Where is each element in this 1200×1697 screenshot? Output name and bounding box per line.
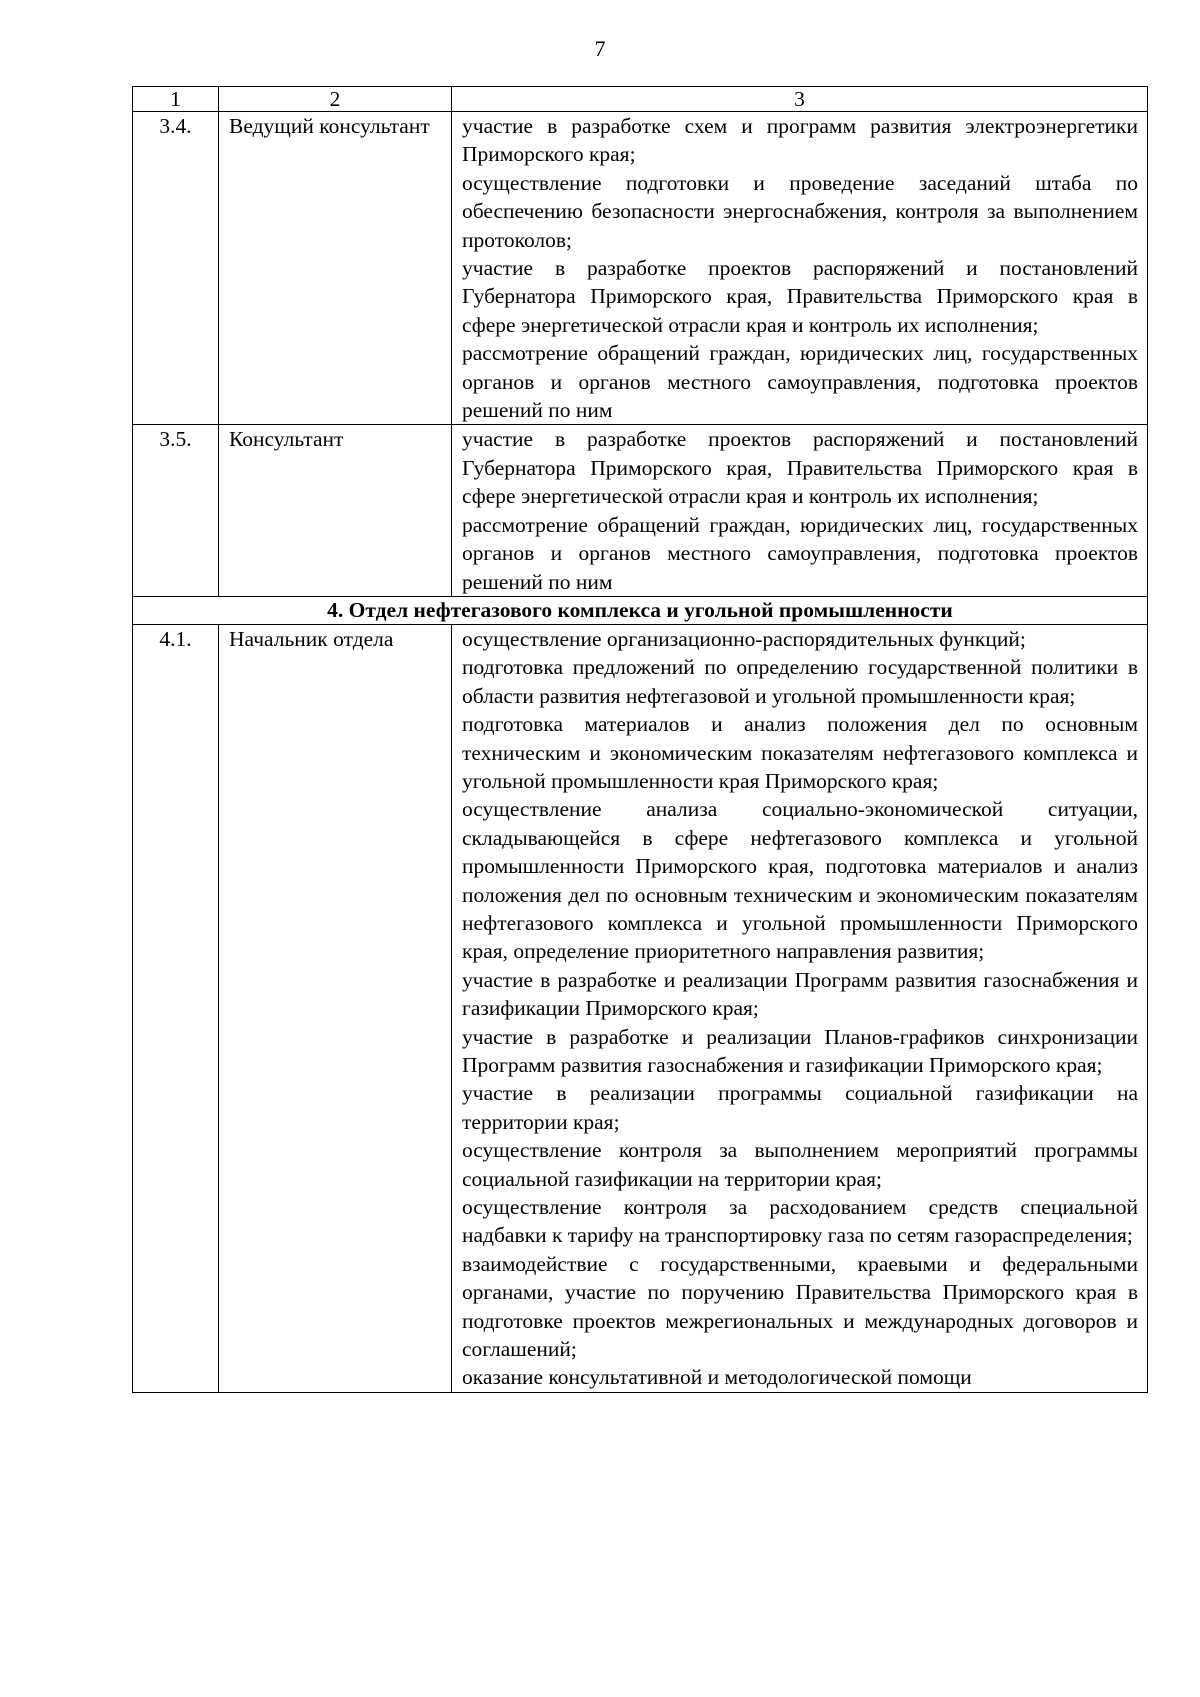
table-row: [133, 425, 1148, 596]
table-row: [133, 112, 1148, 425]
section-row: [133, 596, 1148, 624]
position-title: Начальник отдела: [219, 624, 452, 1392]
duty-item: участие в разработке схем и программ развития электроэнергетики Приморского края;: [462, 114, 1138, 167]
duty-item: осуществление организационно-распорядительных функций;: [462, 626, 1026, 651]
duty-item: осуществление анализа социально-экономической ситуации, складывающейся в сфере нефтегазового комплекса и угольной промышленности Приморского края, подготовка материалов и анализ положения дел по основным техническим и экономическим показателям нефтегазового комплекса и угольной промышленности Приморского края, определение приоритетного направления развития;: [462, 797, 1138, 964]
duty-item: участие в разработке проектов распоряжений и постановлений Губернатора Приморского края, Правительства Приморского края в сфере энергетической отрасли края и контроль их исполнения;: [462, 427, 1138, 509]
column-header: 3: [452, 87, 1148, 112]
duty-item: осуществление контроля за расходованием средств специальной надбавки к тарифу на транспортировку газа по сетям газораспределения;: [462, 1195, 1138, 1248]
row-number: 3.4.: [133, 112, 219, 425]
duty-item: подготовка предложений по определению государственной политики в области развития нефтегазовой и угольной промышленности края;: [462, 655, 1138, 708]
row-number: 3.5.: [133, 425, 219, 596]
duty-item: участие в реализации программы социальной газификации на территории края;: [462, 1081, 1138, 1134]
section-title: 4. Отдел нефтегазового комплекса и угольной промышленности: [133, 596, 1148, 624]
duty-item: оказание консультативной и методологической помощи: [462, 1365, 972, 1390]
duty-item: осуществление подготовки и проведение заседаний штаба по обеспечению безопасности энергоснабжения, контроля за выполнением протоколов;: [462, 170, 1138, 252]
table-header-row: [133, 87, 1148, 112]
duty-item: участие в разработке и реализации Планов-графиков синхронизации Программ развития газоснабжения и газификации Приморского края;: [462, 1024, 1138, 1077]
row-number: 4.1.: [133, 624, 219, 1392]
duty-item: осуществление контроля за выполнением мероприятий программы социальной газификации на территории края;: [462, 1138, 1138, 1191]
column-header: 1: [133, 87, 219, 112]
duty-item: участие в разработке проектов распоряжений и постановлений Губернатора Приморского края, Правительства Приморского края в сфере энергетической отрасли края и контроль их исполнения;: [462, 256, 1138, 337]
duty-item: рассмотрение обращений граждан, юридических лиц, государственных органов и органов местного самоуправления, подготовка проектов решений по ним: [462, 341, 1138, 423]
duties-table: [132, 86, 1148, 1393]
position-title: Ведущий консультант: [219, 112, 452, 425]
duty-item: взаимодействие с государственными, краевыми и федеральными органами, участие по поручению Правительства Приморского края в подготовке проектов межрегиональных и международных договоров и соглашений;: [462, 1251, 1138, 1362]
position-title: Консультант: [219, 425, 452, 596]
duty-item: подготовка материалов и анализ положения дел по основным техническим и экономическим показателям нефтегазового комплекса и угольной промышленности края Приморского края;: [462, 712, 1138, 793]
page-number: 7: [594, 36, 606, 61]
table-row: [133, 624, 1148, 1392]
duty-item: рассмотрение обращений граждан, юридических лиц, государственных органов и органов местного самоуправления, подготовка проектов решений по ним: [462, 512, 1138, 594]
duties-cell: [452, 112, 1148, 425]
duty-item: участие в разработке и реализации Программ развития газоснабжения и газификации Приморского края;: [462, 967, 1138, 1021]
duties-cell: [452, 425, 1148, 596]
column-header: 2: [219, 87, 452, 112]
duties-cell: [452, 624, 1148, 1392]
